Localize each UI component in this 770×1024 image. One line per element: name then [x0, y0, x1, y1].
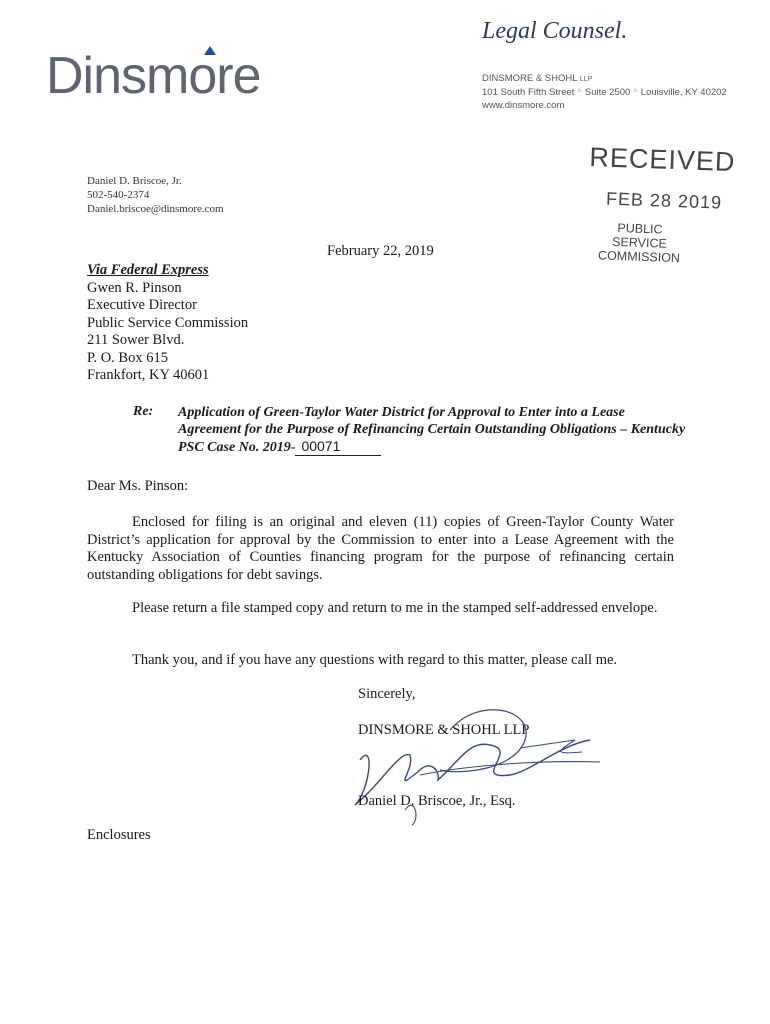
sender-block: [87, 174, 224, 216]
tagline: Legal Counsel.: [482, 18, 628, 44]
firm-website: www.dinsmore.com: [482, 100, 565, 111]
stamp-line2: COMMISSION: [597, 248, 681, 266]
stamp-date: FEB 28 2019: [605, 188, 723, 213]
address-city: Louisville, KY 40202: [640, 87, 727, 98]
firm-name: DINSMORE & SHOHL: [482, 73, 578, 84]
signer-name: Daniel D. Briscoe, Jr., Esq.: [358, 793, 516, 809]
subject-text: [178, 404, 688, 456]
firm-logo: [46, 47, 261, 105]
separator-icon: ^: [633, 87, 638, 98]
stamp-line1: PUBLIC SERVICE: [611, 221, 668, 251]
sender-name: Daniel D. Briscoe, Jr.: [87, 175, 182, 187]
body-paragraph-3: Thank you, and if you have any questions with regard to this matter, please call me.: [132, 652, 618, 668]
received-stamp: [588, 142, 736, 266]
recipient-po-box: P. O. Box 615: [87, 349, 168, 366]
logo-text: Dinsmore: [46, 47, 261, 105]
recipient-city: Frankfort, KY 40601: [87, 367, 210, 383]
delivery-method: Via Federal Express: [87, 262, 209, 278]
firm-suffix: LLP: [579, 76, 593, 83]
recipient-street: 211 Sower Blvd.: [87, 332, 185, 348]
recipient-block: [87, 262, 248, 385]
recipient-name: Gwen R. Pinson: [87, 279, 182, 296]
separator-icon: ^: [577, 87, 582, 98]
enclosures-note: Enclosures: [87, 827, 151, 843]
handwritten-signature: [320, 700, 620, 830]
subject-label: Re:: [133, 404, 154, 419]
letter-date: February 22, 2019: [327, 243, 434, 259]
body-paragraph-2: Please return a file stamped copy and return to me in the stamped self-addressed envelope.: [132, 600, 658, 616]
stamp-commission: [588, 220, 691, 266]
recipient-title: Executive Director: [87, 297, 197, 313]
closing-sincerely: Sincerely,: [358, 686, 416, 702]
body-paragraph-1: Enclosed for filing is an original and eleven (11) copies of Green-Taylor County Water District’s application for approval by the Commission to enter into a Lease Agreement with the Kentucky Association of Counties financing program for the purpose of refinancing certain outstanding obligations for debt savings.: [87, 514, 674, 583]
case-number: 00071: [295, 438, 381, 456]
logo-accent-icon: [204, 46, 216, 55]
salutation: Dear Ms. Pinson:: [87, 478, 189, 494]
address-street: 101 South Fifth Street: [482, 87, 575, 98]
firm-address-block: [482, 72, 727, 112]
stamp-received: RECEIVED: [588, 142, 736, 178]
recipient-org: Public Service Commission: [87, 314, 249, 331]
closing-firm: DINSMORE & SHOHL LLP: [358, 722, 530, 738]
subject-body: Application of Green-Taylor Water District for Approval to Enter into a Lease Agreement for the Purpose of Refinancing Certain Outstanding Obligations – Kentucky PSC Case No. 2019-: [178, 405, 686, 455]
sender-phone: 502-540-2374: [87, 189, 150, 201]
sender-email: Daniel.briscoe@dinsmore.com: [87, 203, 224, 215]
address-suite: Suite 2500: [584, 87, 631, 98]
